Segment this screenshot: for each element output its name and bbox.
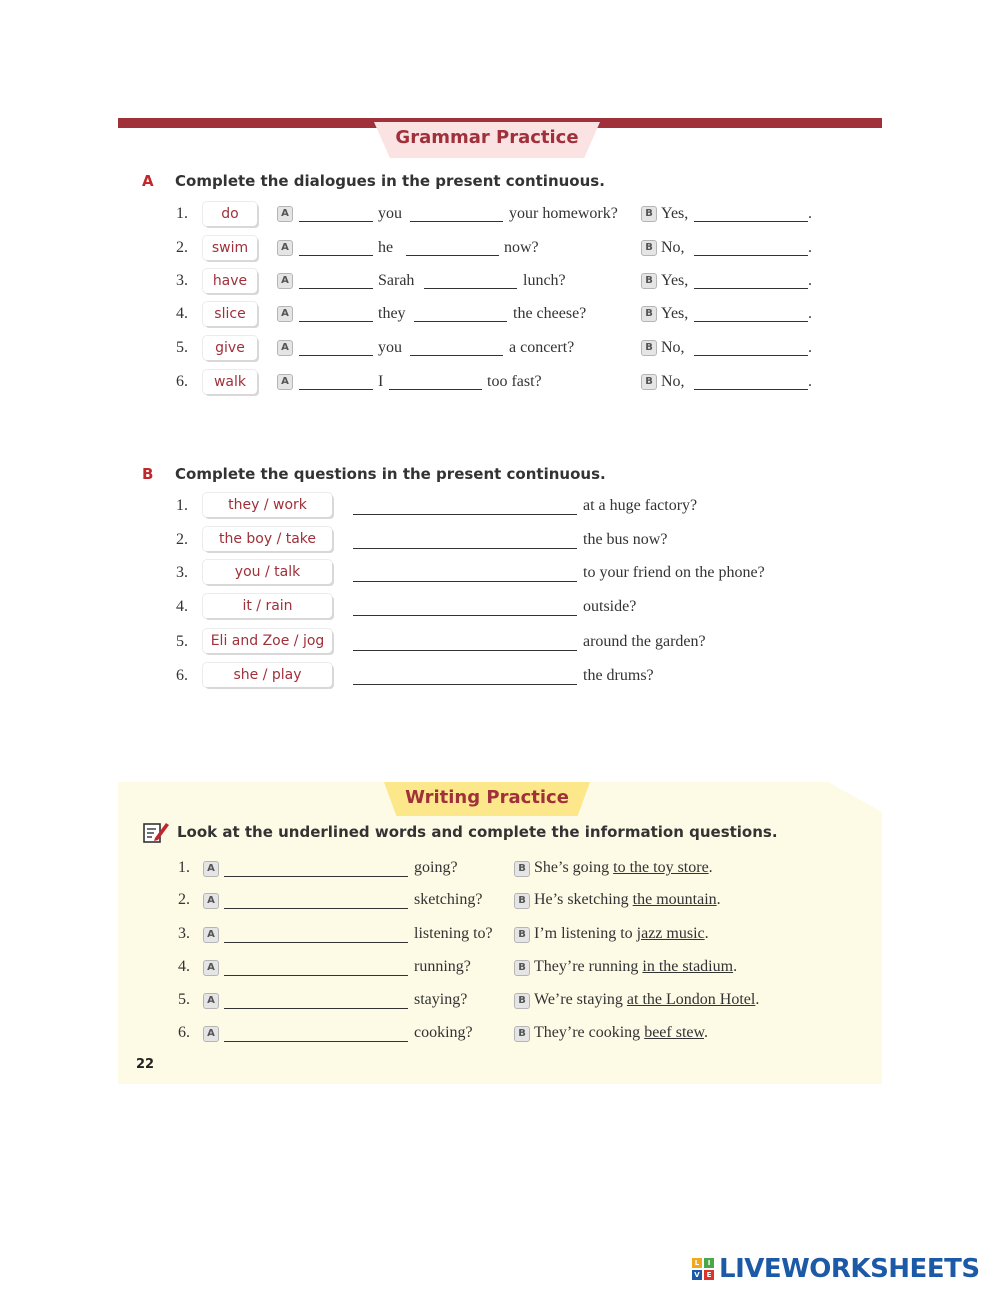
question-ending: at a huge factory? [583,497,698,514]
answer-prefix: They’re running [534,958,643,975]
item-number: 3. [176,564,188,581]
speaker-a-icon: A [203,960,219,976]
item-number: 6. [178,1024,190,1041]
prompt-box: they / work [203,493,332,517]
answer-blank[interactable] [353,514,577,515]
item-number: 1. [176,497,188,514]
pencil-notepad-icon [143,820,169,844]
short-answer: No, [661,339,685,356]
answer-sentence [534,859,713,877]
period: . [808,305,812,322]
grammar-title: Grammar Practice [395,127,579,148]
answer-blank[interactable] [353,684,577,685]
verb-box: give [203,336,257,360]
answer-sentence [534,925,709,943]
answer-prefix: I’m listening to [534,925,637,942]
item-number: 4. [176,598,188,615]
answer-blank[interactable] [694,255,808,256]
short-answer: No, [661,239,685,256]
logo-block: V [692,1270,702,1280]
short-answer: Yes, [661,205,689,222]
item-number: 2. [178,891,190,908]
logo-block: L [692,1258,702,1268]
word-2: now? [504,239,539,256]
answer-blank[interactable] [353,581,577,582]
item-number: 1. [176,205,188,222]
answer-blank[interactable] [299,321,373,322]
speaker-a-icon: A [277,374,293,390]
item-number: 5. [176,339,188,356]
speaker-a-icon: A [277,273,293,289]
speaker-a-icon: A [203,1026,219,1042]
underlined-words: in the stadium [642,958,734,975]
prompt-box: you / talk [203,560,332,584]
speaker-a-icon: A [203,893,219,909]
verb-box: do [203,202,257,226]
speaker-a-icon: A [203,993,219,1009]
item-number: 2. [176,531,188,548]
answer-blank[interactable] [224,1041,408,1042]
answer-blank[interactable] [299,288,373,289]
answer-blank[interactable] [410,221,503,222]
word-2: lunch? [523,272,566,289]
answer-blank[interactable] [389,389,482,390]
speaker-a-icon: A [203,927,219,943]
answer-blank[interactable] [299,389,373,390]
logo-blocks-icon [692,1258,714,1280]
answer-sentence [534,958,737,976]
answer-prefix: They’re cooking [534,1024,645,1041]
short-answer: Yes, [661,272,689,289]
underlined-words: at the London Hotel [626,991,756,1008]
speaker-b-icon: B [641,374,657,390]
item-number: 3. [178,925,190,942]
word-2: the cheese? [513,305,587,322]
answer-suffix: . [733,958,738,975]
prompt-box: it / rain [203,594,332,618]
section-b-instruction: Complete the questions in the present continuous. [175,465,606,483]
speaker-b-icon: B [514,1026,530,1042]
logo-block: I [704,1258,714,1268]
word-2: too fast? [487,373,542,390]
period: . [808,339,812,356]
page-number: 22 [136,1057,155,1072]
underlined-words: the mountain [632,891,717,908]
speaker-b-icon: B [641,240,657,256]
period: . [808,205,812,222]
speaker-b-icon: B [514,893,530,909]
answer-blank[interactable] [224,876,408,877]
question-ending: to your friend on the phone? [583,564,765,581]
prompt-box: she / play [203,663,332,687]
answer-blank[interactable] [406,255,499,256]
answer-prefix: She’s going [534,859,614,876]
speaker-a-icon: A [277,306,293,322]
question-ending: outside? [583,598,637,615]
period: . [808,272,812,289]
item-number: 5. [176,633,188,650]
answer-blank[interactable] [694,355,808,356]
question-ending: going? [414,859,458,876]
answer-blank[interactable] [694,389,808,390]
answer-suffix: . [708,859,713,876]
answer-blank[interactable] [410,355,503,356]
question-ending: around the garden? [583,633,706,650]
section-a-instruction: Complete the dialogues in the present continuous. [175,172,605,190]
writing-instruction: Look at the underlined words and complete the information questions. [177,823,778,841]
section-a-letter: A [142,172,154,190]
logo-text: LIVEWORKSHEETS [719,1254,980,1284]
speaker-b-icon: B [641,206,657,222]
question-ending: staying? [414,991,468,1008]
section-b-letter: B [142,465,154,483]
question-ending: the bus now? [583,531,668,548]
answer-blank[interactable] [694,288,808,289]
answer-suffix: . [704,925,709,942]
speaker-b-icon: B [641,340,657,356]
logo-block: E [704,1270,714,1280]
verb-box: slice [203,302,257,326]
answer-blank[interactable] [353,650,577,651]
speaker-a-icon: A [277,240,293,256]
item-number: 6. [176,667,188,684]
answer-blank[interactable] [353,548,577,549]
speaker-a-icon: A [203,861,219,877]
word-2: a concert? [509,339,575,356]
answer-prefix: We’re staying [534,991,627,1008]
item-number: 4. [176,305,188,322]
answer-suffix: . [755,991,760,1008]
writing-title: Writing Practice [405,787,569,808]
period: . [808,239,812,256]
speaker-b-icon: B [514,861,530,877]
word-1: he [378,239,394,256]
verb-box: walk [203,370,257,394]
speaker-b-icon: B [641,306,657,322]
answer-blank[interactable] [424,288,517,289]
word-1: I [378,373,384,390]
answer-blank[interactable] [694,221,808,222]
answer-sentence [534,991,759,1009]
prompt-box: the boy / take [203,527,332,551]
answer-suffix: . [704,1024,709,1041]
word-2: your homework? [509,205,618,222]
answer-blank[interactable] [299,221,373,222]
question-ending: cooking? [414,1024,473,1041]
prompt-box: Eli and Zoe / jog [203,629,332,653]
underlined-words: jazz music [636,925,705,942]
answer-sentence [534,1024,708,1042]
answer-blank[interactable] [224,942,408,943]
answer-blank[interactable] [694,321,808,322]
speaker-b-icon: B [514,960,530,976]
item-number: 2. [176,239,188,256]
item-number: 4. [178,958,190,975]
word-1: you [378,205,402,222]
answer-sentence [534,891,721,909]
underlined-words: to the toy store [613,859,709,876]
answer-blank[interactable] [299,355,373,356]
verb-box: have [203,269,257,293]
speaker-b-icon: B [514,993,530,1009]
short-answer: No, [661,373,685,390]
question-ending: sketching? [414,891,483,908]
underlined-words: beef stew [644,1024,705,1041]
item-number: 3. [176,272,188,289]
question-ending: the drums? [583,667,654,684]
item-number: 6. [176,373,188,390]
answer-blank[interactable] [224,975,408,976]
short-answer: Yes, [661,305,689,322]
period: . [808,373,812,390]
speaker-a-icon: A [277,206,293,222]
answer-blank[interactable] [414,321,507,322]
question-ending: listening to? [414,925,493,942]
word-1: Sarah [378,272,415,289]
answer-suffix: . [716,891,721,908]
verb-box: swim [203,236,257,260]
liveworksheets-logo [692,1254,980,1284]
word-1: you [378,339,402,356]
question-ending: running? [414,958,471,975]
item-number: 1. [178,859,190,876]
answer-blank[interactable] [353,615,577,616]
speaker-b-icon: B [641,273,657,289]
speaker-b-icon: B [514,927,530,943]
speaker-a-icon: A [277,340,293,356]
answer-blank[interactable] [224,1008,408,1009]
answer-blank[interactable] [299,255,373,256]
answer-prefix: He’s sketching [534,891,633,908]
word-1: they [378,305,406,322]
item-number: 5. [178,991,190,1008]
answer-blank[interactable] [224,908,408,909]
